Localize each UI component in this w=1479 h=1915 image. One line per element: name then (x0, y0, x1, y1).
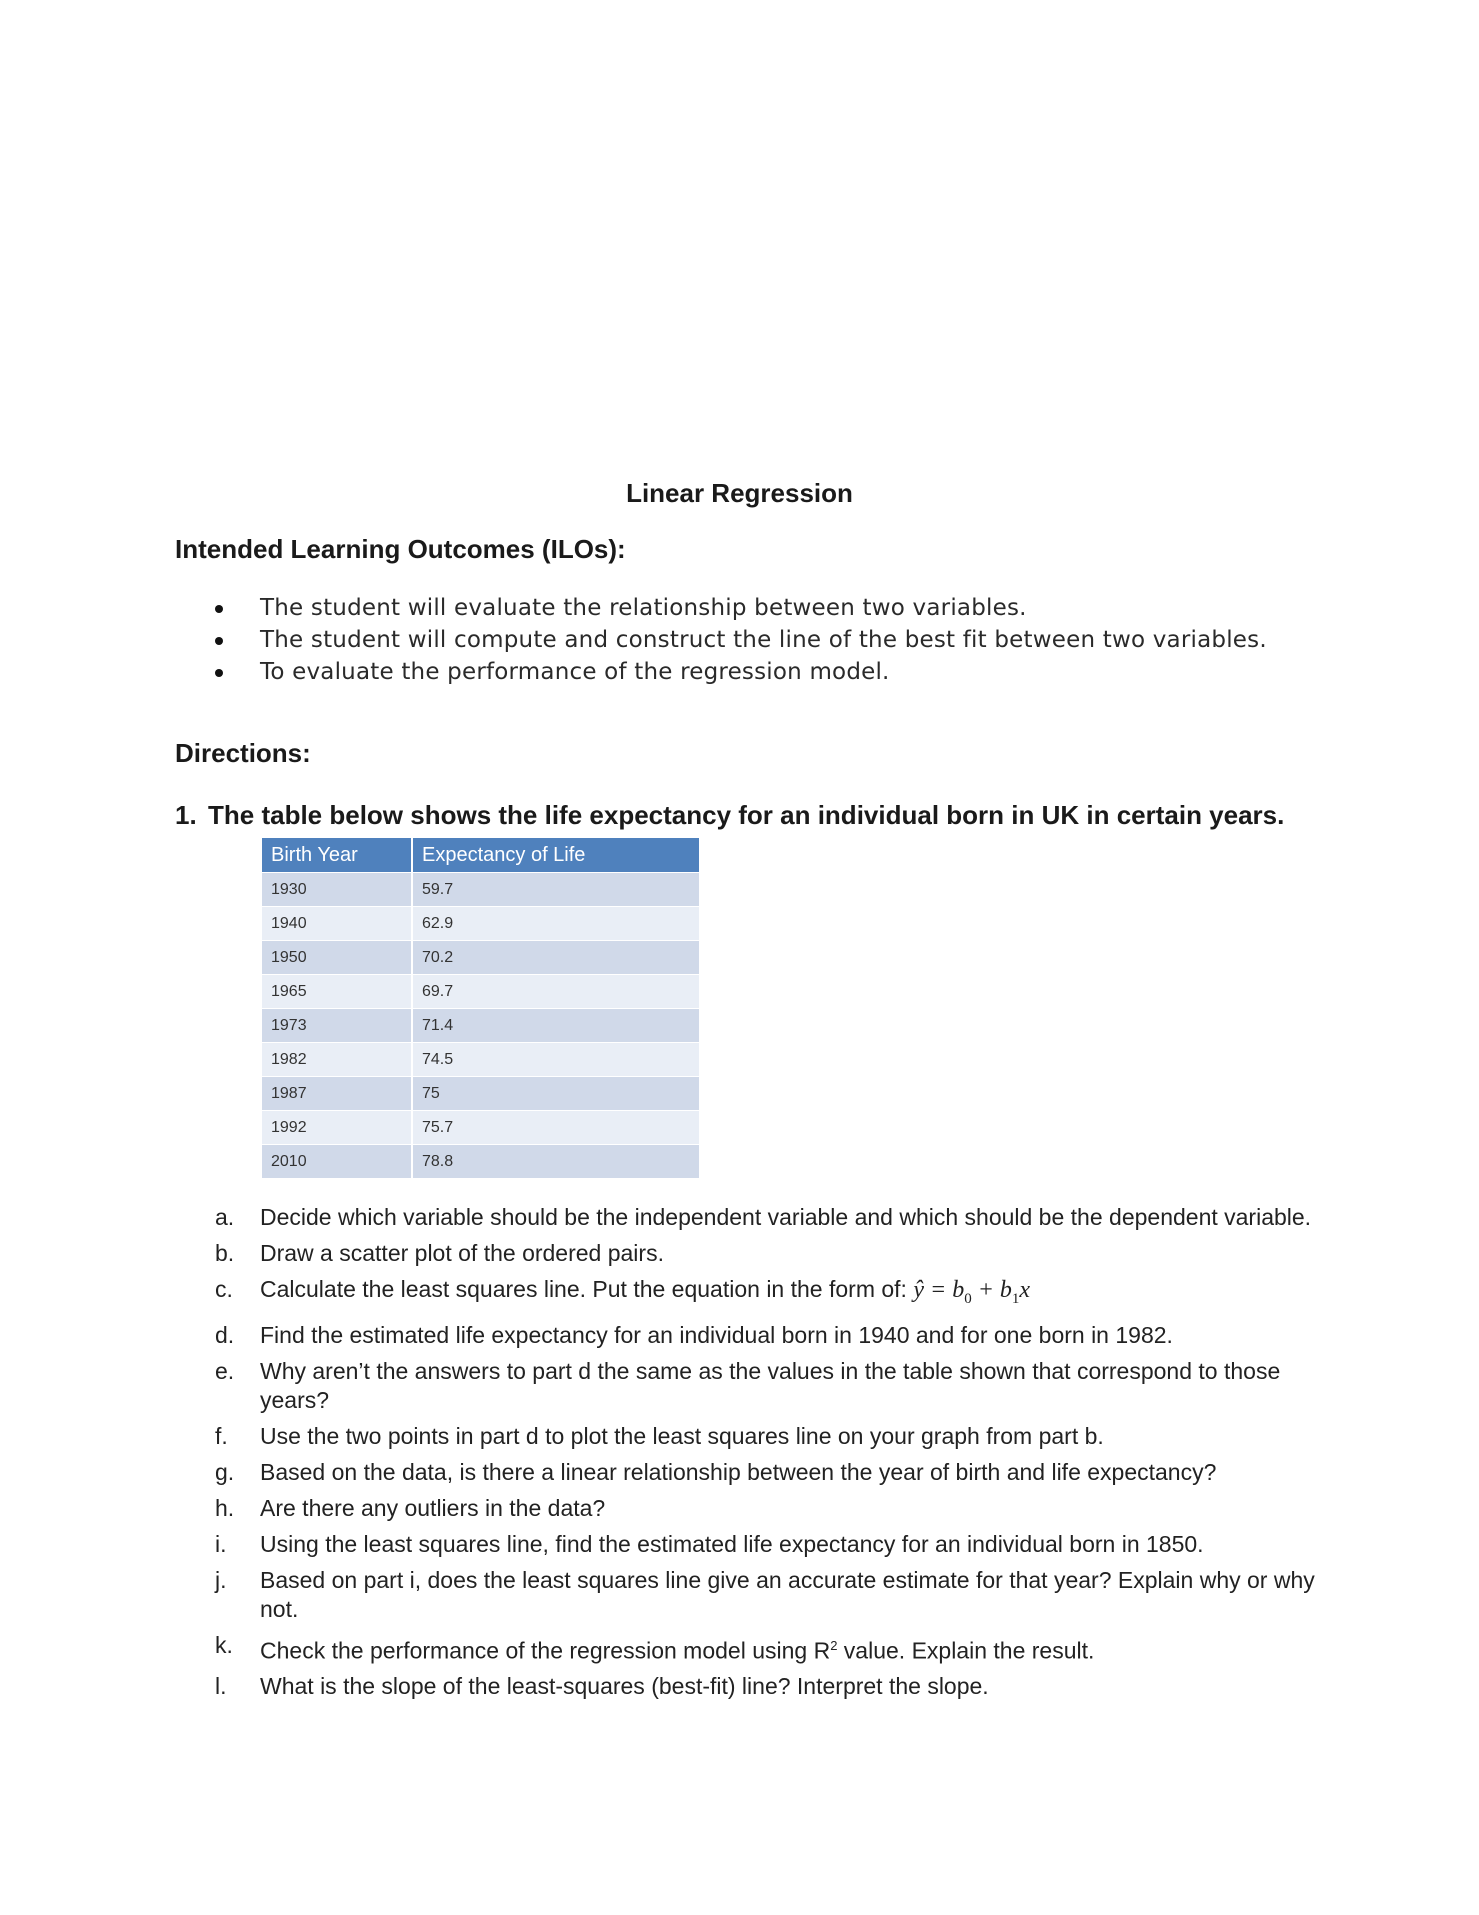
regression-equation: ŷ = $b_0 + b_1x$ (913, 1277, 1031, 1307)
expectancy-cell: 59.7 (412, 873, 699, 907)
birth-year-cell: 1973 (262, 1009, 412, 1043)
expectancy-cell: 62.9 (412, 907, 699, 941)
subquestion-j: j. Based on part i, does the least squares line give an accurate estimate for that year? Explain why or why not. (215, 1566, 1315, 1622)
table-row (262, 873, 699, 907)
subquestion-e: e. Why aren’t the answers to part d the same as the values in the table shown that correspond to those years? (215, 1357, 1281, 1413)
question-number: 1. (175, 800, 197, 830)
table-header-row (262, 838, 699, 873)
birth-year-cell: 1987 (262, 1077, 412, 1111)
birth-year-cell: 1930 (262, 873, 412, 907)
expectancy-cell: 75.7 (412, 1111, 699, 1145)
birth-year-cell: 1950 (262, 941, 412, 975)
expectancy-cell: 78.8 (412, 1145, 699, 1179)
birth-year-cell: 1992 (262, 1111, 412, 1145)
subquestion-c: c. Calculate the least squares line. Put the equation in the form of: ŷ = $b_0 + b_1x$ (215, 1276, 1031, 1307)
subquestion-f: f. Use the two points in part d to plot the least squares line on your graph from part b. (215, 1422, 1104, 1449)
column-header-birth-year: Birth Year (262, 838, 412, 873)
subquestion-l: l. What is the slope of the least-squares (best-fit) line? Interpret the slope. (215, 1673, 989, 1700)
page-title: Linear Regression (626, 478, 853, 508)
subquestion-i: i. Using the least squares line, find the estimated life expectancy for an individual born in 1850. (215, 1530, 1204, 1557)
expectancy-cell: 74.5 (412, 1043, 699, 1077)
birth-year-cell: 1965 (262, 975, 412, 1009)
subquestion-g: g. Based on the data, is there a linear relationship between the year of birth and life expectancy? (215, 1458, 1217, 1485)
subquestion-d: d. Find the estimated life expectancy for an individual born in 1940 and for one born in 1982. (215, 1321, 1173, 1348)
table-row (262, 1043, 699, 1077)
table-row (262, 907, 699, 941)
subquestion-k: k. Check the performance of the regression model using $R^2$ value. Explain the result. (215, 1631, 1095, 1664)
bullet-icon (215, 605, 223, 613)
table-row (262, 1145, 699, 1179)
birth-year-cell: 1940 (262, 907, 412, 941)
ilo-item: The student will evaluate the relationship between two variables. (215, 592, 1267, 624)
column-header-expectancy: Expectancy of Life (412, 838, 699, 873)
expectancy-cell: 71.4 (412, 1009, 699, 1043)
ilo-heading: Intended Learning Outcomes (ILOs): (175, 534, 626, 564)
table-row (262, 941, 699, 975)
subquestion-a: a. Decide which variable should be the independent variable and which should be the dependent variable. (215, 1204, 1312, 1230)
table-row (262, 1077, 699, 1111)
ilo-list (215, 592, 1267, 688)
expectancy-cell: 70.2 (412, 941, 699, 975)
directions-heading: Directions: (175, 738, 311, 768)
bullet-icon (215, 637, 223, 645)
birth-year-cell: 1982 (262, 1043, 412, 1077)
ilo-item: The student will compute and construct the line of the best fit between two variables. (215, 624, 1267, 656)
life-expectancy-table (262, 838, 699, 1178)
expectancy-cell: 69.7 (412, 975, 699, 1009)
table-row (262, 1111, 699, 1145)
ilo-item: To evaluate the performance of the regression model. (215, 656, 1267, 688)
subquestion-list (215, 1203, 1325, 1708)
subquestion-b: b. Draw a scatter plot of the ordered pairs. (215, 1240, 664, 1266)
subquestion-h: h. Are there any outliers in the data? (215, 1494, 606, 1521)
question-1 (175, 800, 1284, 831)
table-row (262, 975, 699, 1009)
table-row (262, 1009, 699, 1043)
bullet-icon (215, 669, 223, 677)
question-text: The table below shows the life expectancy for an individual born in UK in certain years. (208, 800, 1285, 830)
expectancy-cell: 75 (412, 1077, 699, 1111)
birth-year-cell: 2010 (262, 1145, 412, 1179)
